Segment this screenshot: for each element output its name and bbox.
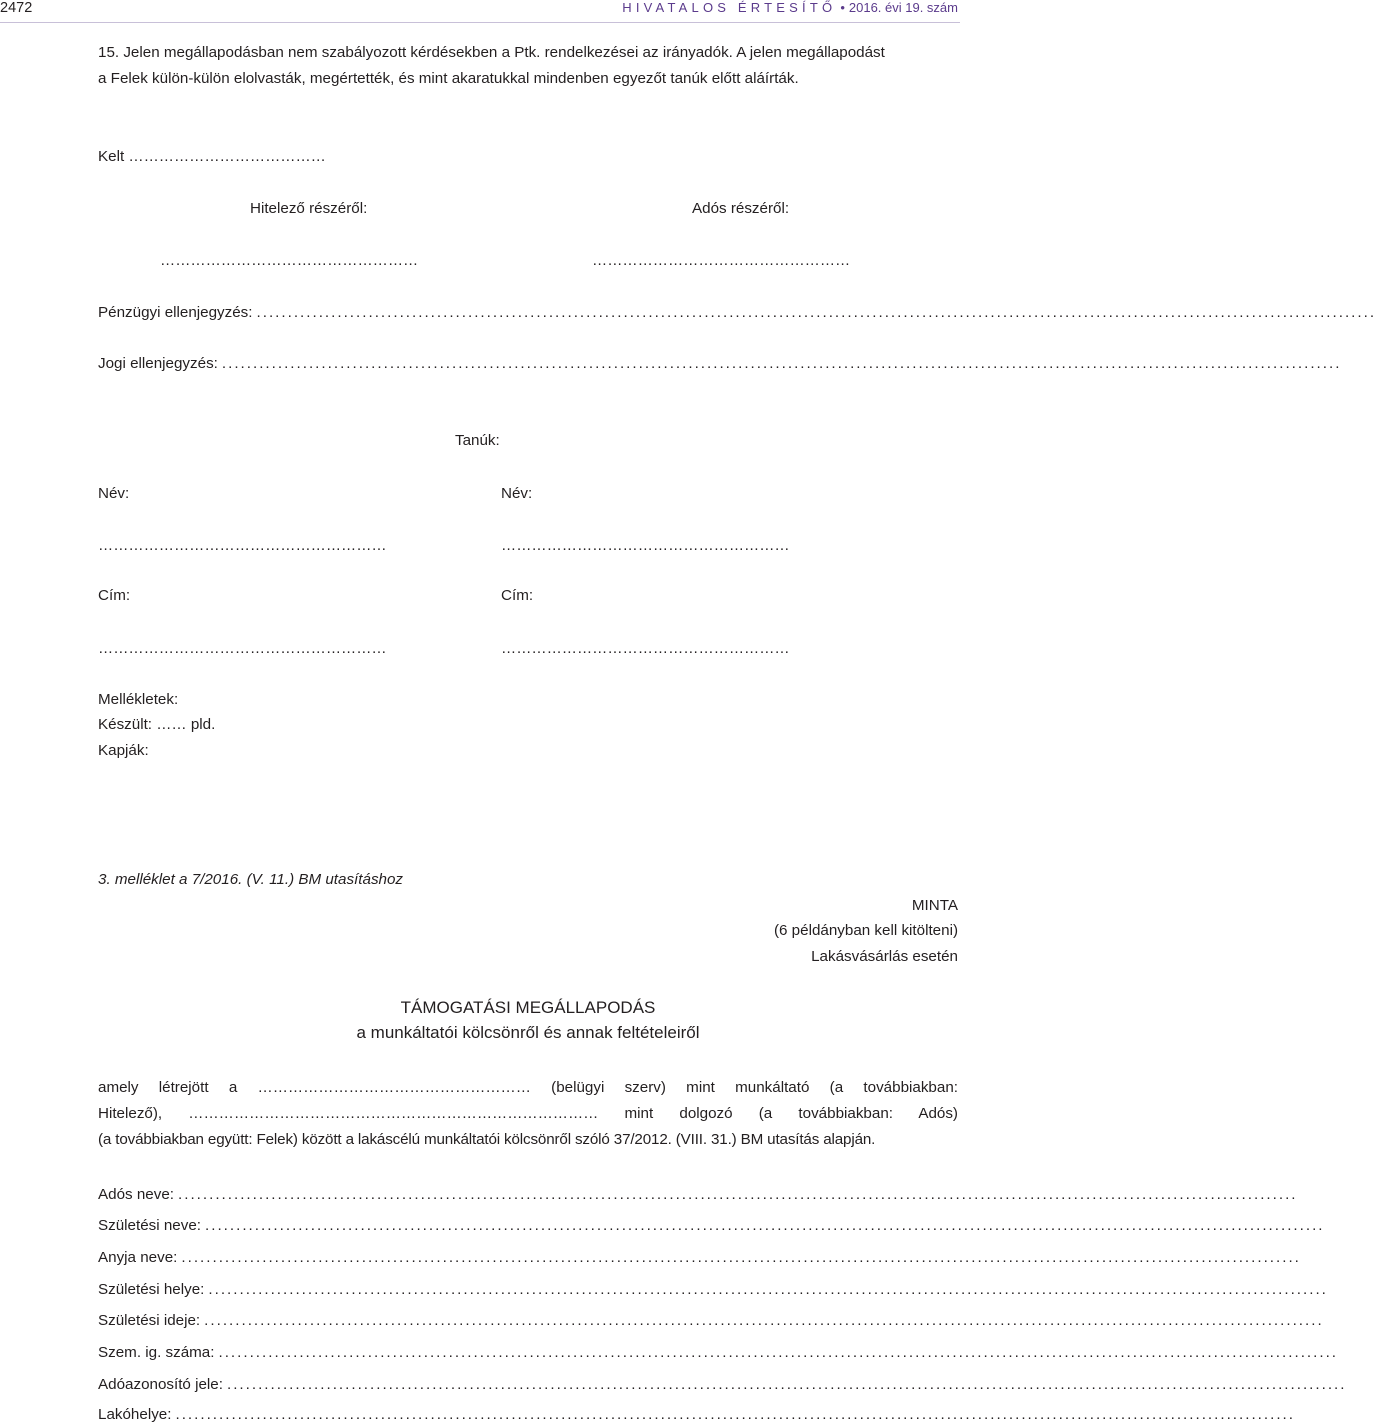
witnesses-title: Tanúk: bbox=[455, 432, 500, 449]
creditor-label: Hitelező részéről: bbox=[250, 200, 368, 217]
form-field-label: Születési ideje: bbox=[98, 1312, 201, 1329]
witness-1-name-line: ………………………………………………… bbox=[98, 537, 387, 554]
header-bullet: • bbox=[840, 0, 845, 15]
witness-2-name-line: ………………………………………………… bbox=[501, 537, 790, 554]
witness-1-name-label: Név: bbox=[98, 485, 130, 502]
form-field-dots: .................................................................................................................................................................................... bbox=[205, 1217, 1325, 1234]
form-field-dots: .................................................................................................................................................................................... bbox=[181, 1249, 1301, 1266]
running-header bbox=[622, 0, 958, 15]
form-field-mother-name bbox=[98, 1249, 1301, 1266]
form-field-birth-date bbox=[98, 1312, 1324, 1329]
witness-2-address-label: Cím: bbox=[501, 587, 534, 604]
financial-countersign-row bbox=[98, 304, 1376, 321]
financial-countersign-label: Pénzügyi ellenjegyzés: bbox=[98, 304, 253, 321]
form-field-label: Adós neve: bbox=[98, 1186, 174, 1203]
issue-number: 2016. évi 19. szám bbox=[848, 0, 958, 15]
form-field-birth-place bbox=[98, 1281, 1328, 1298]
agreement-line-3: (a továbbiakban együtt: Felek) között a lakáscélú munkáltatói kölcsönről szóló 37/2012. (VIII. 31.) BM utasítás alapján. bbox=[98, 1131, 876, 1148]
form-field-dots: .................................................................................................................................................................................... bbox=[208, 1281, 1328, 1298]
form-field-label: Adóazonosító jele: bbox=[98, 1376, 223, 1393]
sample-label: MINTA bbox=[911, 897, 958, 914]
witness-2-address-line: ………………………………………………… bbox=[501, 640, 790, 657]
form-field-debtor-name bbox=[98, 1186, 1298, 1203]
form-field-dots: .................................................................................................................................................................................... bbox=[175, 1406, 1295, 1423]
legal-countersign-row bbox=[98, 355, 1342, 372]
form-field-label: Szem. ig. száma: bbox=[98, 1344, 215, 1361]
form-field-label: Lakóhelye: bbox=[98, 1406, 172, 1423]
agreement-line-2: Hitelező), ……………………………………………………………………… mint dolgozó (a továbbiakban: Adós) bbox=[98, 1105, 958, 1122]
agreement-heading: TÁMOGATÁSI MEGÁLLAPODÁS bbox=[400, 998, 656, 1017]
intro-line-1: 15. Jelen megállapodásban nem szabályozott kérdésekben a Ptk. rendelkezései az irányadók. A jelen megállapodást bbox=[98, 44, 885, 61]
intro-line-2: a Felek külön-külön elolvasták, megértették, és mint akaratukkal mindenben egyezőt tanúk előtt aláírták. bbox=[98, 70, 799, 87]
form-field-dots: .................................................................................................................................................................................... bbox=[218, 1344, 1339, 1361]
financial-countersign-dots: .................................................................................................................................................................................... bbox=[256, 304, 1376, 321]
debtor-label: Adós részéről: bbox=[692, 200, 790, 217]
form-field-birth-name bbox=[98, 1217, 1325, 1234]
agreement-subheading: a munkáltatói kölcsönről és annak feltételeiről bbox=[356, 1023, 700, 1042]
form-field-label: Születési helye: bbox=[98, 1281, 205, 1298]
witness-1-address-line: ………………………………………………… bbox=[98, 640, 387, 657]
witness-1-address-label: Cím: bbox=[98, 587, 131, 604]
header-divider bbox=[0, 22, 960, 23]
kelt-line: Kelt ………………………………… bbox=[98, 148, 326, 165]
debtor-signature-line: …………………………………………… bbox=[592, 252, 851, 269]
attachments-label: Mellékletek: bbox=[98, 691, 179, 708]
form-field-label: Születési neve: bbox=[98, 1217, 201, 1234]
copies-instruction: (6 példányban kell kitölteni) bbox=[773, 922, 958, 939]
form-field-residence bbox=[98, 1406, 1295, 1423]
form-field-id-number bbox=[98, 1344, 1339, 1361]
legal-countersign-dots: .................................................................................................................................................................................... bbox=[221, 355, 1342, 372]
journal-title: HIVATALOS ÉRTESÍTŐ bbox=[622, 0, 837, 15]
purpose-label: Lakásvásárlás esetén bbox=[811, 948, 958, 965]
form-field-dots: .................................................................................................................................................................................... bbox=[226, 1376, 1347, 1393]
form-field-label: Anyja neve: bbox=[98, 1249, 178, 1266]
form-field-dots: .................................................................................................................................................................................... bbox=[204, 1312, 1324, 1329]
legal-countersign-label: Jogi ellenjegyzés: bbox=[98, 355, 218, 372]
page-number: 2472 bbox=[0, 0, 33, 16]
recipients-label: Kapják: bbox=[98, 742, 149, 759]
form-field-dots: .................................................................................................................................................................................... bbox=[178, 1186, 1298, 1203]
witness-2-name-label: Név: bbox=[501, 485, 533, 502]
annex-title: 3. melléklet a 7/2016. (V. 11.) BM utasításhoz bbox=[98, 871, 404, 888]
agreement-line-1: amely létrejött a ……………………………………………… (belügyi szerv) mint munkáltató (a továbbiakban: bbox=[98, 1079, 958, 1096]
copies-made: Készült: …… pld. bbox=[98, 716, 216, 733]
creditor-signature-line: …………………………………………… bbox=[160, 252, 419, 269]
form-field-tax-id bbox=[98, 1376, 1347, 1393]
